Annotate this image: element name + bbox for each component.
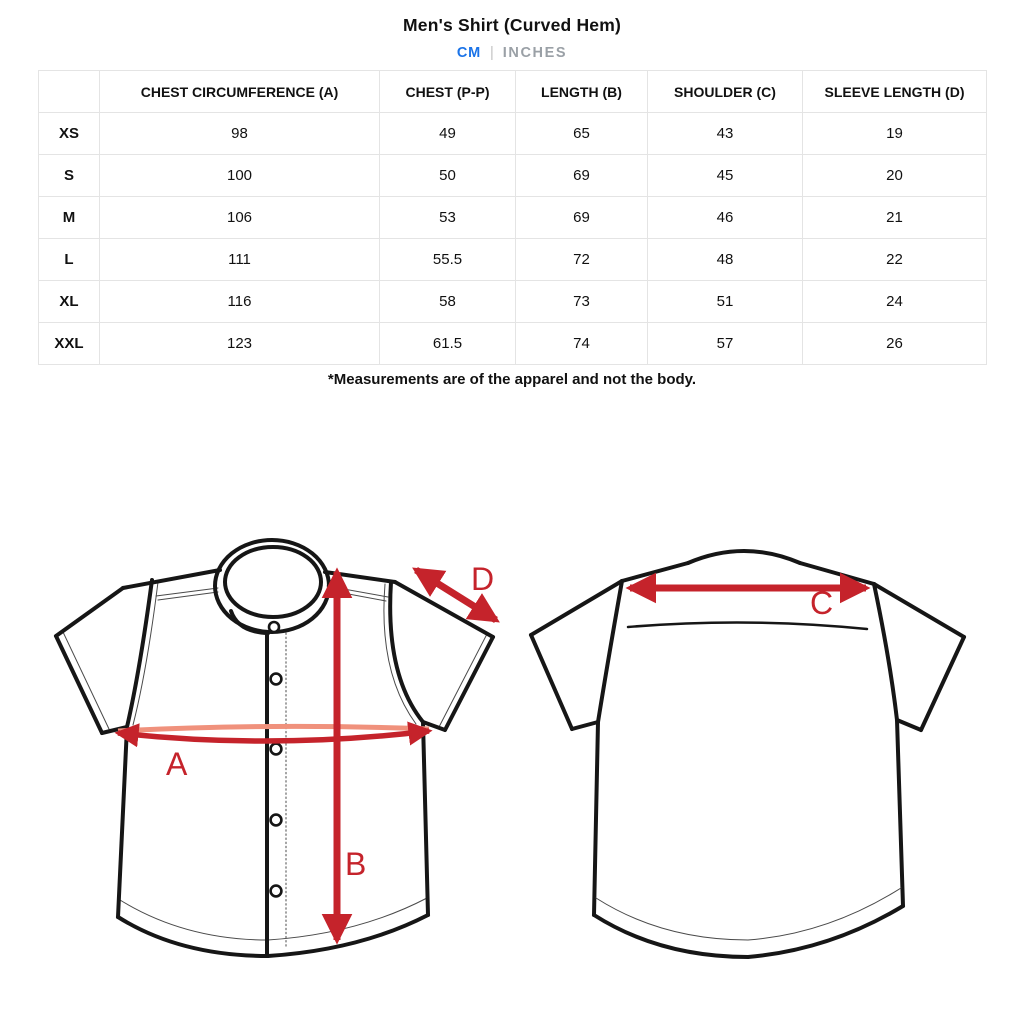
measure-label-b: B [345, 846, 367, 882]
size-chart-table [38, 70, 987, 365]
table-row [39, 155, 987, 197]
value-cell: 58 [380, 281, 516, 323]
value-cell: 123 [100, 323, 380, 365]
table-row [39, 113, 987, 155]
value-cell: 53 [380, 197, 516, 239]
measure-label-c: C [810, 585, 834, 621]
front-shirt-drawing [56, 540, 493, 956]
measure-label-a: A [166, 746, 188, 782]
value-cell: 45 [648, 155, 803, 197]
unit-toggle-separator: | [489, 45, 494, 61]
value-cell: 72 [516, 239, 648, 281]
value-cell: 46 [648, 197, 803, 239]
table-row [39, 323, 987, 365]
unit-toggle-cm[interactable]: CM [456, 45, 481, 61]
header-cell-shoulder: SHOULDER (C) [648, 71, 803, 113]
value-cell: 106 [100, 197, 380, 239]
page-title: Men's Shirt (Curved Hem) [402, 15, 622, 35]
value-cell: 57 [648, 323, 803, 365]
value-cell: 24 [803, 281, 987, 323]
value-cell: 26 [803, 323, 987, 365]
table-header-row [39, 71, 987, 113]
value-cell: 43 [648, 113, 803, 155]
header-cell-chest-pp: CHEST (P-P) [380, 71, 516, 113]
value-cell: 116 [100, 281, 380, 323]
value-cell: 19 [803, 113, 987, 155]
value-cell: 98 [100, 113, 380, 155]
table-row [39, 197, 987, 239]
value-cell: 74 [516, 323, 648, 365]
table-row [39, 281, 987, 323]
value-cell: 61.5 [380, 323, 516, 365]
table-row [39, 239, 987, 281]
measurement-footnote: *Measurements are of the apparel and not the body. [327, 371, 697, 388]
unit-toggle [0, 45, 1024, 61]
measure-line-a [118, 726, 429, 741]
size-cell: M [39, 197, 100, 239]
header-cell-sleeve-length: SLEEVE LENGTH (D) [803, 71, 987, 113]
header-cell-chest-circumference: CHEST CIRCUMFERENCE (A) [100, 71, 380, 113]
value-cell: 20 [803, 155, 987, 197]
back-shirt-drawing [531, 551, 964, 957]
value-cell: 69 [516, 155, 648, 197]
value-cell: 65 [516, 113, 648, 155]
size-cell: S [39, 155, 100, 197]
unit-toggle-inches[interactable]: INCHES [502, 45, 568, 61]
value-cell: 21 [803, 197, 987, 239]
value-cell: 49 [380, 113, 516, 155]
size-cell: XS [39, 113, 100, 155]
value-cell: 100 [100, 155, 380, 197]
value-cell: 111 [100, 239, 380, 281]
value-cell: 22 [803, 239, 987, 281]
header-cell-length: LENGTH (B) [516, 71, 648, 113]
value-cell: 50 [380, 155, 516, 197]
value-cell: 73 [516, 281, 648, 323]
shirt-measurement-diagram [0, 520, 1024, 990]
value-cell: 69 [516, 197, 648, 239]
size-cell: L [39, 239, 100, 281]
value-cell: 51 [648, 281, 803, 323]
size-cell: XXL [39, 323, 100, 365]
size-cell: XL [39, 281, 100, 323]
header-cell-size [39, 71, 100, 113]
value-cell: 48 [648, 239, 803, 281]
value-cell: 55.5 [380, 239, 516, 281]
measure-label-d: D [471, 561, 495, 597]
